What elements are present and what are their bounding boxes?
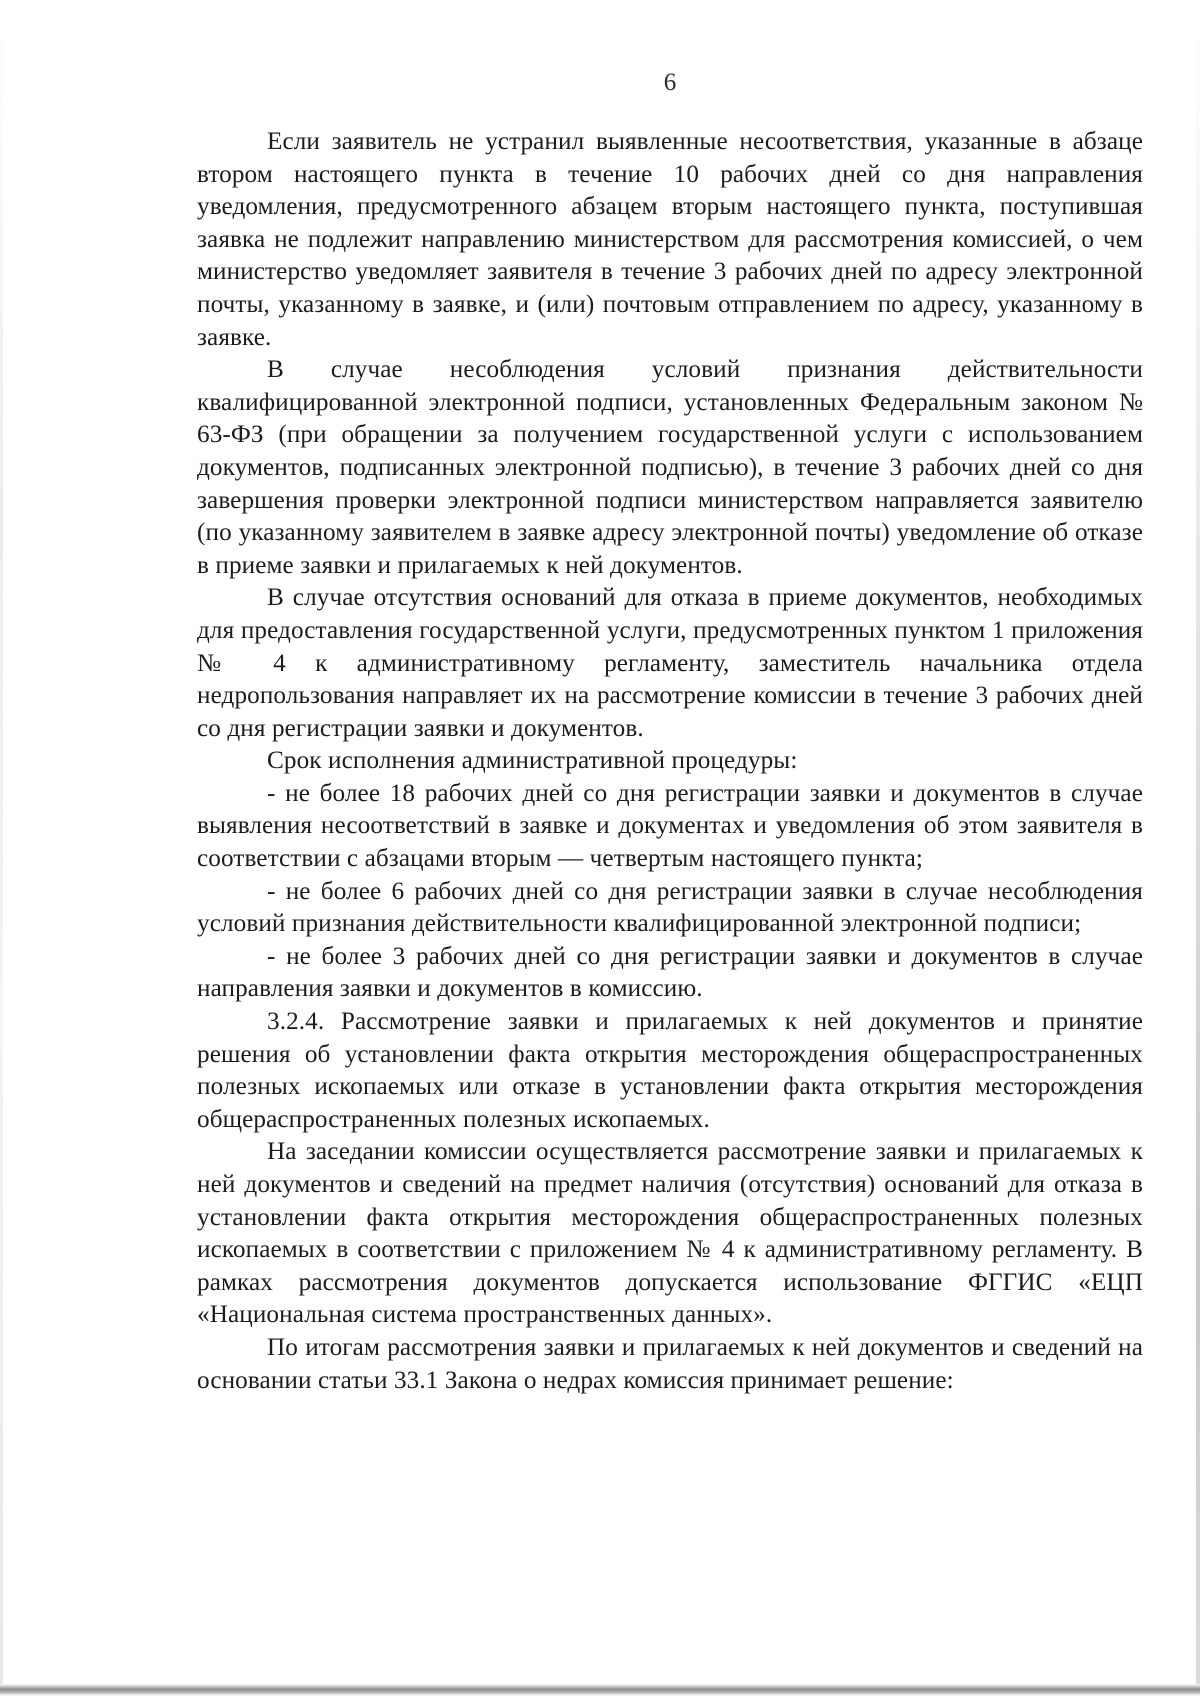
scan-edge-right — [1196, 0, 1200, 1696]
paragraph-procedure-deadline: Срок исполнения административной процедуры: — [267, 747, 798, 775]
paragraph-unresolved-discrepancies: Если заявитель не устранил выявленные несоответствия, указанные в абзаце втором настоящего пункта в течение 10 рабочих дней со дня направления уведомления, предусмотренного абзацем вторым настоящего пункта, поступившая заявка не подлежит направлению министерством для рассмотрения комиссией, о чем министерство уведомляет заявителя в течение 3 рабочих дней по адресу электронной почты, указанному в заявке, и (или) почтовым отправлением по адресу, указанному в заявке. — [197, 128, 1143, 351]
document-body — [197, 126, 1143, 1397]
scan-edge-left — [0, 0, 3, 1696]
scan-edge-bottom — [0, 1684, 1200, 1696]
page-number: 6 — [663, 69, 677, 96]
list-item-3-days: - не более 3 рабочих дней со дня регистрации заявки и документов в случае направления заявки и документов в комиссию. — [197, 942, 1143, 1003]
list-item-6-days: - не более 6 рабочих дней со дня регистрации заявки в случае несоблюдения условий признания действительности квалифицированной электронной подписи; — [197, 877, 1143, 938]
paragraph-commission-decision: По итогам рассмотрения заявки и прилагаемых к ней документов и сведений на основании статьи 33.1 Закона о недрах комиссия принимает решение: — [197, 1333, 1143, 1394]
paragraph-signature-invalid: В случае несоблюдения условий признания действительности квалифицированной электронной подписи, установленных Федеральным законом № 63-ФЗ (при обращении за получением государственной услуги с использованием документов, подписанных электронной подписью), в течение 3 рабочих дней со дня завершения проверки электронной подписи министерством направляется заявителю (по указанному заявителем в заявке адресу электронной почты) уведомление об отказе в приеме заявки и прилагаемых к ней документов. — [197, 356, 1143, 579]
section-heading-3-2-4: 3.2.4. Рассмотрение заявки и прилагаемых к ней документов и принятие решения об установлении факта открытия месторождения общераспространенных полезных ископаемых или отказе в установлении факта открытия месторождения общераспространенных полезных ископаемых. — [197, 1008, 1143, 1133]
paragraph-no-grounds-for-refusal: В случае отсутствия оснований для отказа в приеме документов, необходимых для предоставления государственной услуги, предусмотренных пунктом 1 приложения № 4 к административному регламенту, заместитель начальника отдела недропользования направляет их на рассмотрение комиссии в течение 3 рабочих дней со дня регистрации заявки и документов. — [197, 584, 1143, 742]
paragraph-commission-meeting: На заседании комиссии осуществляется рассмотрение заявки и прилагаемых к ней документов и сведений на предмет наличия (отсутствия) оснований для отказа в установлении факта открытия месторождения общераспространенных полезных ископаемых в соответствии с приложением № 4 к административному регламенту. В рамках рассмотрения документов допускается использование ФГГИС «ЕЦП «Национальная система пространственных данных». — [197, 1138, 1143, 1329]
list-item-18-days: - не более 18 рабочих дней со дня регистрации заявки и документов в случае выявления несоответствий в заявке и документах и уведомления об этом заявителя в соответствии с абзацами вторым — четвертым настоящего пункта; — [197, 779, 1143, 873]
